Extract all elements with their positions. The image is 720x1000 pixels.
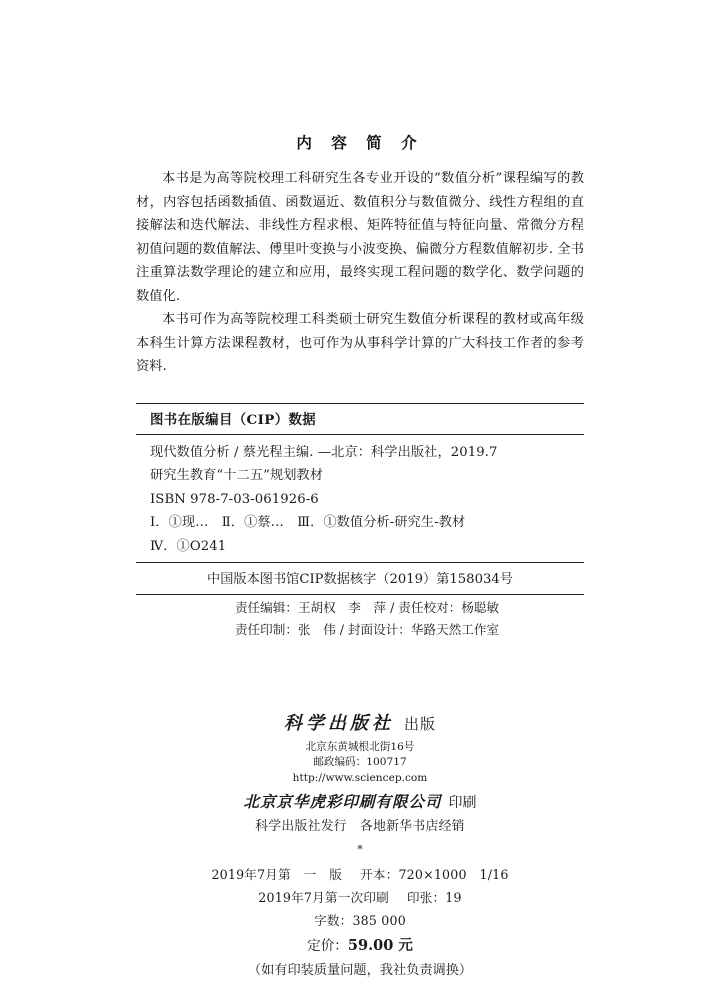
specs-block [150, 863, 570, 983]
publisher-logo-text: 科学出版社 [283, 713, 394, 734]
specs-edition: 2019年7月第 一 版 [211, 867, 343, 882]
separator-star: * [357, 843, 363, 856]
cip-staff-block [136, 595, 584, 647]
specs-printing: 2019年7月第一次印刷 [258, 890, 389, 905]
publisher-block [100, 709, 620, 859]
quality-note: （如有印装质量问题，我社负责调换） [247, 963, 473, 978]
publisher-name-line [100, 709, 620, 735]
abstract-paragraph-2: 本书可作为高等院校理工科类硕士研究生数值分析课程的教材或高年级本科生计算方法课程教材，也可作为从事科学计算的广大科技工作者的参考资料. [136, 312, 584, 374]
cip-line-3: ISBN 978-7-03-061926-6 [150, 491, 319, 507]
printer-name: 北京京华虎彩印刷有限公司 [243, 792, 442, 811]
publisher-address: 北京东黄城根北街16号 [305, 741, 415, 753]
specs-format: 开本：720×1000 1/16 [360, 867, 509, 882]
printer-line [100, 790, 620, 815]
abstract-block [136, 167, 584, 379]
cip-classification-2: Ⅳ．①O241 [150, 538, 227, 554]
specs-sheets: 印张：19 [406, 890, 462, 905]
distribution-line: 科学出版社发行 各地新华书店经销 [255, 819, 465, 834]
publisher-website: http://www.sciencep.com [292, 772, 428, 784]
specs-wordcount: 字数：385 000 [314, 913, 406, 928]
abstract-paragraph-1: 本书是为高等院校理工科研究生各专业开设的“数值分析”课程编写的教材，内容包括函数插值、函数逼近、数值积分与数值微分、线性方程组的直接解法和迭代解法、非线性方程求根、矩阵特征值与特征向量、常微分方程初值问题的数值解法、傅里叶变换与小波变换、偏微分方程数值解初步. 全书注重算法数学理论的建立和应用，最终实现工程问题的数学化、数学问题的数值化. [136, 171, 584, 304]
cip-line-1: 现代数值分析 / 蔡光程主编. —北京：科学出版社，2019.7 [150, 444, 498, 460]
cip-line-2: 研究生教育“十二五”规划教材 [150, 468, 324, 483]
staff-printing: 责任印制：张 伟 / 封面设计：华路天然工作室 [234, 622, 500, 637]
specs-line-2 [150, 886, 570, 909]
page-title: 内 容 简 介 [296, 133, 424, 152]
cip-body [136, 435, 584, 563]
printer-suffix: 印刷 [448, 795, 477, 811]
price-label: 定价： [307, 938, 348, 954]
price-line [150, 933, 570, 959]
publisher-suffix: 出版 [403, 715, 436, 733]
specs-line-1 [150, 863, 570, 886]
price-value: 59.00 元 [347, 937, 413, 954]
cip-serial-number: 中国版本图书馆CIP数据核字（2019）第158034号 [207, 572, 513, 587]
cip-classification-1: Ⅰ．①现… Ⅱ．①蔡… Ⅲ．①数值分析-研究生-教材 [150, 515, 466, 530]
publisher-zipcode: 邮政编码：100717 [313, 756, 407, 768]
cip-block [136, 403, 584, 648]
staff-editors: 责任编辑：王胡权 李 萍 / 责任校对：杨聪敏 [234, 600, 500, 615]
cip-heading: 图书在版编目（CIP）数据 [150, 411, 317, 428]
